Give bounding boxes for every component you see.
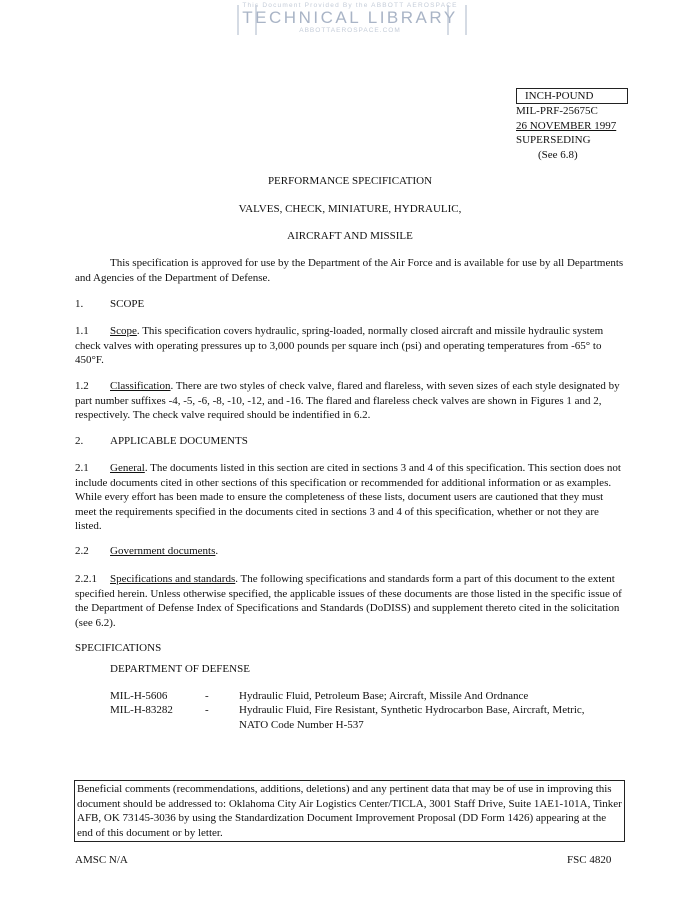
superseding: SUPERSEDING — [516, 134, 591, 146]
footer-fsc: FSC 4820 — [567, 854, 612, 866]
section-2-1-text: . The documents listed in this section are cited in sections 3 and 4 of this specification. This section does not include documents cited in other sections of this specification or recommended for additional information or as examples. While every effort has been made to ensure the completeness of these lists, document users are cautioned that they must meet the requirements specified in the documents cited in sections 3 and 4 of this specification, whether or not they are listed. — [75, 462, 621, 532]
doc-id: MIL-PRF-25675C — [516, 105, 598, 117]
superseding-see: (See 6.8) — [538, 148, 578, 161]
comments-box: Beneficial comments (recommendations, additions, deletions) and any pertinent data that may be of use in improving this document should be addressed to: Oklahoma City Air Logistics Center/TICLA, 3001 Staff Drive, Suite 1AE1-101A, Tinker AFB, OK 73145-3036 by using the Standardization Document Improvement Proposal (DD Form 1426) appearing at the end of this document or by letter. — [74, 780, 625, 842]
watermark-line3: ABBOTTAEROSPACE.COM — [299, 27, 401, 34]
inch-pound-box: INCH-POUND — [516, 88, 628, 104]
section-2-2-1-text: . The following specifications and standards form a part of this document to the extent specified herein. Unless otherwise specified, the applicable issues of these documents are those listed in the specific issue of the Department of Defense Index of Specifications and Standards (DoDISS) and supplement thereto cited in the solicitation (see 6.2). — [75, 573, 622, 629]
title-3: AIRCRAFT AND MISSILE — [287, 230, 413, 242]
spec-desc: Hydraulic Fluid, Petroleum Base; Aircraft, Missile And Ordnance — [239, 690, 529, 702]
section-1-1-title: Scope — [110, 325, 137, 337]
section-1-heading — [75, 297, 627, 312]
document-header — [516, 88, 628, 162]
watermark-line1: This Document Provided By the ABBOTT AEROSPACE — [242, 2, 458, 9]
section-2-2 — [75, 544, 627, 559]
section-2-2-title: Government documents — [110, 545, 216, 557]
section-2-1-title: General — [110, 462, 145, 474]
section-2-2-num: 2.2 — [75, 545, 89, 557]
watermark — [0, 2, 700, 34]
doc-date: 26 NOVEMBER 1997 — [516, 119, 617, 132]
section-1-1-num: 1.1 — [75, 325, 89, 337]
section-2-2-text: . — [215, 545, 219, 557]
section-1-num: 1. — [75, 298, 84, 310]
section-2-title: APPLICABLE DOCUMENTS — [110, 435, 248, 447]
section-1-1-text: . This specification covers hydraulic, spring-loaded, normally closed aircraft and missile hydraulic system check valves with operating pressures up to 3,000 pounds per square inch (psi) and operating temperatures from -65° to 450°F. — [75, 325, 604, 366]
section-2-heading — [75, 434, 627, 449]
spec-desc: Hydraulic Fluid, Fire Resistant, Synthetic Hydrocarbon Base, Aircraft, Metric, NATO Code Number H-537 — [239, 704, 585, 731]
section-2-2-1-title: Specifications and standards — [110, 573, 236, 585]
spec-dash: - — [205, 690, 209, 702]
section-1-2-title: Classification — [110, 380, 171, 392]
section-1-2-num: 1.2 — [75, 380, 89, 392]
spec-id: MIL-H-5606 — [110, 690, 168, 702]
footer-amsc: AMSC N/A — [75, 854, 128, 866]
spec-id: MIL-H-83282 — [110, 704, 173, 716]
section-2-1 — [75, 461, 627, 534]
section-2-2-1-num: 2.2.1 — [75, 573, 97, 585]
watermark-line2: TECHNICAL LIBRARY — [242, 8, 458, 27]
section-2-2-1 — [75, 572, 627, 630]
specifications-heading: SPECIFICATIONS — [75, 642, 162, 654]
approval-paragraph: This specification is approved for use by the Department of the Air Force and is available for use by all Departments and Agencies of the Department of Defense. — [75, 257, 624, 284]
section-1-2 — [75, 379, 627, 423]
department-heading: DEPARTMENT OF DEFENSE — [110, 663, 250, 675]
section-2-num: 2. — [75, 435, 84, 447]
title-1: PERFORMANCE SPECIFICATION — [267, 175, 433, 187]
title-2: VALVES, CHECK, MINIATURE, HYDRAULIC, — [238, 203, 462, 215]
section-1-title: SCOPE — [110, 298, 145, 310]
section-1-1 — [75, 324, 627, 368]
spec-dash: - — [205, 704, 209, 716]
section-2-1-num: 2.1 — [75, 462, 89, 474]
section-1-2-text: . There are two styles of check valve, flared and flareless, with seven sizes of each style designated by part number suffixes -4, -5, -6, -8, -10, -12, and -16. The flared and flareless check valves are shown in Figures 1 and 2, respectively. The check valve required should be indentified in 6.2. — [75, 380, 620, 421]
